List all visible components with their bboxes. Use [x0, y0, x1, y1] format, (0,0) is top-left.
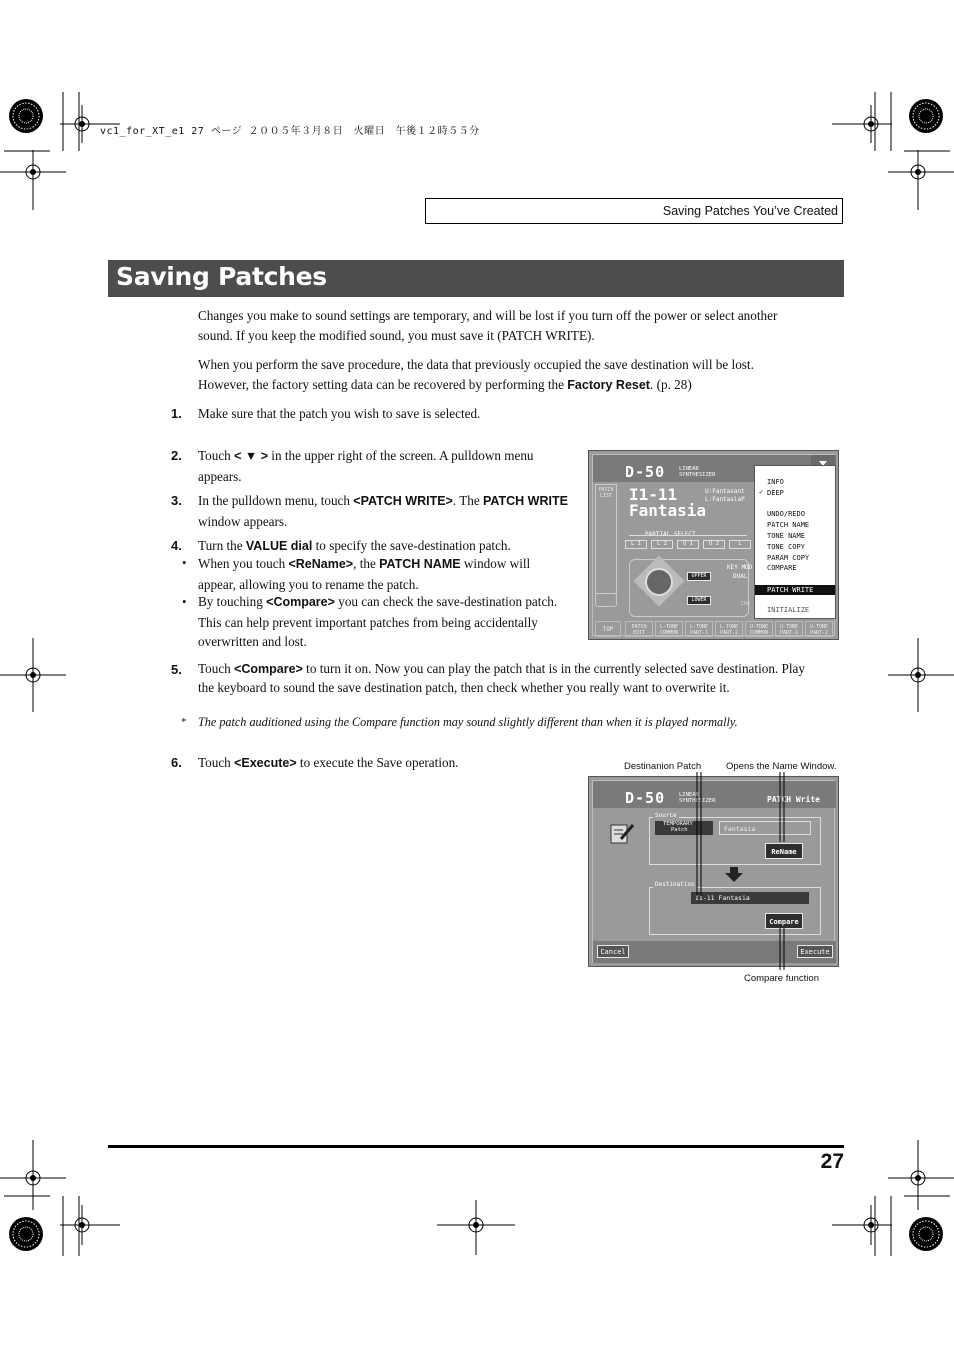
compare-term-2: <Compare> — [234, 662, 303, 676]
bullet-1-b: , the — [353, 556, 380, 571]
destination-field[interactable] — [691, 892, 809, 904]
compare-term: <Compare> — [266, 595, 335, 609]
step-4-b: to specify the save-destination patch. — [312, 538, 511, 553]
d50-main-screen — [588, 450, 839, 640]
step-4-bullet-2 — [198, 592, 558, 652]
bottom-tabs — [595, 621, 838, 637]
step-4-number: 4. — [171, 538, 182, 553]
partial-l2[interactable]: L 2 — [651, 540, 673, 549]
tab-l-tone-part-1[interactable]: L-TONE PART-1 — [685, 621, 713, 637]
menu-compare[interactable]: COMPARE — [767, 564, 797, 572]
pulldown-button[interactable] — [811, 455, 835, 465]
intro-paragraph-1: Changes you make to sound settings are temporary, and will be lost if you turn off the power or select another sound. If you keep the modified sound, you must save it (PATCH WRITE). — [198, 308, 778, 343]
d50-logo-sub: LINEAR SYNTHESIZER — [679, 466, 716, 478]
page-title: Saving Patches — [116, 262, 327, 291]
partial-l1[interactable]: L 1 — [625, 540, 647, 549]
step-2-text — [198, 446, 570, 486]
source-type-1: TEMPORARY — [663, 821, 693, 827]
print-header: vc1_for_XT_e1 27 ページ ２００５年３月８日 火曜日 午後１２時５５分 — [100, 126, 480, 137]
callout-destination-patch: Destinanion Patch — [624, 761, 702, 772]
patch-number: I1-11 — [629, 485, 678, 504]
section-title-bar — [108, 260, 844, 297]
step-5-b: to turn it on. Now you can play the patch that is in the currently selected save destination. Play the keyboard to sound the save destination patch, then check whether you really want to overwrite it. — [198, 661, 805, 695]
source-label: Source — [655, 812, 677, 819]
intro-paragraph-2 — [198, 355, 808, 395]
value-dial-term: VALUE dial — [245, 539, 313, 553]
destination-label: Destination — [655, 881, 695, 888]
pulldown-arrow-term: < ▼ > — [234, 449, 268, 463]
menu-check-icon: ✓ — [759, 488, 764, 496]
intro-p2-ref: . (p. 28) — [649, 376, 692, 392]
tab-u-tone-part-1[interactable]: U-TONE PART-1 — [775, 621, 803, 637]
bullet-2-a: By touching — [198, 594, 267, 609]
patch-name: Fantasia — [629, 501, 707, 520]
step-3-text — [198, 491, 570, 531]
step-1-number: 1. — [171, 406, 182, 421]
menu-info[interactable]: INFO — [767, 478, 784, 486]
bullet-2-b: you can check the save-destination patch. This can help prevent important patches from being accidentally overwritten and lost. — [198, 594, 558, 649]
patch-list-label: PATCH LIST — [598, 487, 614, 499]
menu-undo-redo[interactable]: UNDO/REDO — [767, 510, 805, 518]
key-mode-value: DUAL — [733, 573, 748, 580]
tab-l-tone-common[interactable]: L-TONE COMMON — [655, 621, 683, 637]
execute-term: <Execute> — [234, 756, 297, 770]
d50-logo: D-50 — [625, 463, 666, 481]
note-marker: * — [181, 716, 187, 728]
rename-term: <ReName> — [288, 557, 354, 571]
bullet-1-c: window will appear, allowing you to rename the patch. — [198, 556, 531, 592]
upper-tone-name: U:Fantasant — [705, 488, 745, 495]
step-6-b: to execute the Save operation. — [296, 755, 459, 770]
footer-rule — [108, 1145, 844, 1148]
step-5-a: Touch — [198, 661, 235, 676]
source-name: Fantasia — [724, 825, 756, 833]
bullet-2-marker: • — [182, 594, 187, 609]
intro-p2-text: When you perform the save procedure, the data that previously occupied the save destination will be lost. However, the factory setting data can be recovered by performing the — [198, 357, 754, 392]
menu-tone-name[interactable]: TONE NAME — [767, 532, 805, 540]
pencil-document-icon — [609, 821, 637, 845]
step-1-text: Make sure that the patch you wish to save is selected. — [198, 406, 481, 421]
source-name-field — [719, 821, 811, 835]
menu-deep[interactable]: DEEP — [767, 489, 784, 497]
menu-patch-write[interactable]: PATCH WRITE — [767, 586, 814, 594]
running-header: Saving Patches You’ve Created — [425, 198, 843, 224]
callout-compare-function: Compare function — [744, 973, 819, 984]
patch-write-window-term: PATCH WRITE — [483, 494, 568, 508]
tab-patch-edit[interactable]: PATCH EDIT — [625, 621, 653, 637]
step-2-a: Touch — [198, 448, 235, 463]
patch-write-title: PATCH Write — [767, 795, 820, 804]
bullet-1-a: When you touch — [198, 556, 289, 571]
patch-write-term: <PATCH WRITE> — [353, 494, 453, 508]
cancel-button[interactable]: Cancel — [597, 945, 629, 958]
partial-u1[interactable]: U 1 — [677, 540, 699, 549]
step-2-number: 2. — [171, 448, 182, 463]
partial-l[interactable]: L — [729, 540, 751, 549]
destination-value: I1-11 Fantasia — [695, 894, 750, 902]
pulldown-menu — [754, 465, 836, 619]
note-text: The patch auditioned using the Compare function may sound slightly different than when it is played normally. — [198, 715, 738, 729]
step-6-text — [198, 753, 578, 774]
joystick-knob[interactable] — [645, 568, 673, 596]
source-type-2: Patch — [671, 827, 688, 833]
step-5-text — [198, 660, 813, 696]
menu-patch-name[interactable]: PATCH NAME — [767, 521, 810, 529]
bullet-1-marker: • — [182, 555, 187, 570]
d50-logo-sub-2: LINEAR SYNTHESIZER — [679, 792, 716, 804]
factory-reset-term: Factory Reset — [567, 377, 650, 392]
step-3-c: window appears. — [198, 513, 288, 529]
patch-list-button[interactable] — [595, 484, 617, 594]
tab-u-tone-common[interactable]: U-TONE COMMON — [745, 621, 773, 637]
lower-tone-name: L:FantasiaP — [705, 496, 745, 503]
page-number: 27 — [820, 1150, 844, 1173]
patch-write-screen — [588, 776, 839, 967]
patch-name-term: PATCH NAME — [379, 557, 461, 571]
step-4-bullet-1 — [198, 554, 568, 594]
step-2-b: in the upper right of the screen. A pulldown menu appears. — [198, 448, 534, 484]
key-mode-label: KEY MOD — [727, 564, 753, 571]
step-3-b: . The — [452, 493, 483, 508]
step-5-number: 5. — [171, 662, 182, 677]
partial-select-buttons — [625, 540, 755, 550]
callout-name-window: Opens the Name Window. — [726, 761, 837, 772]
upper-button[interactable]: UPPER — [687, 572, 711, 581]
step-6-number: 6. — [171, 755, 182, 770]
tab-l-tone-part-2[interactable]: L-TONE PART-2 — [715, 621, 743, 637]
rename-button[interactable]: ReName — [765, 843, 803, 859]
menu-param-copy[interactable]: PARAM COPY — [767, 554, 810, 562]
tab-top[interactable]: TOP — [595, 621, 621, 637]
source-type-box — [655, 821, 713, 835]
arrow-down-icon — [724, 867, 744, 883]
step-6-a: Touch — [198, 755, 235, 770]
execute-button[interactable]: Execute — [797, 945, 833, 958]
step-3-a: In the pulldown menu, touch — [198, 493, 354, 508]
d50-logo-2: D-50 — [625, 789, 666, 807]
knob-icon[interactable] — [595, 593, 617, 607]
cha-label: CHA — [741, 601, 751, 607]
compare-button[interactable]: Compare — [765, 913, 803, 929]
menu-initialize[interactable]: INITIALIZE — [767, 606, 810, 614]
lower-button[interactable]: LOWER — [687, 596, 711, 605]
menu-tone-copy[interactable]: TONE COPY — [767, 543, 805, 551]
partial-u2[interactable]: U 2 — [703, 540, 725, 549]
tab-u-tone-part-2[interactable]: U-TONE PART-2 — [805, 621, 833, 637]
step-4-a: Turn the — [198, 538, 246, 553]
step-3-number: 3. — [171, 493, 182, 508]
